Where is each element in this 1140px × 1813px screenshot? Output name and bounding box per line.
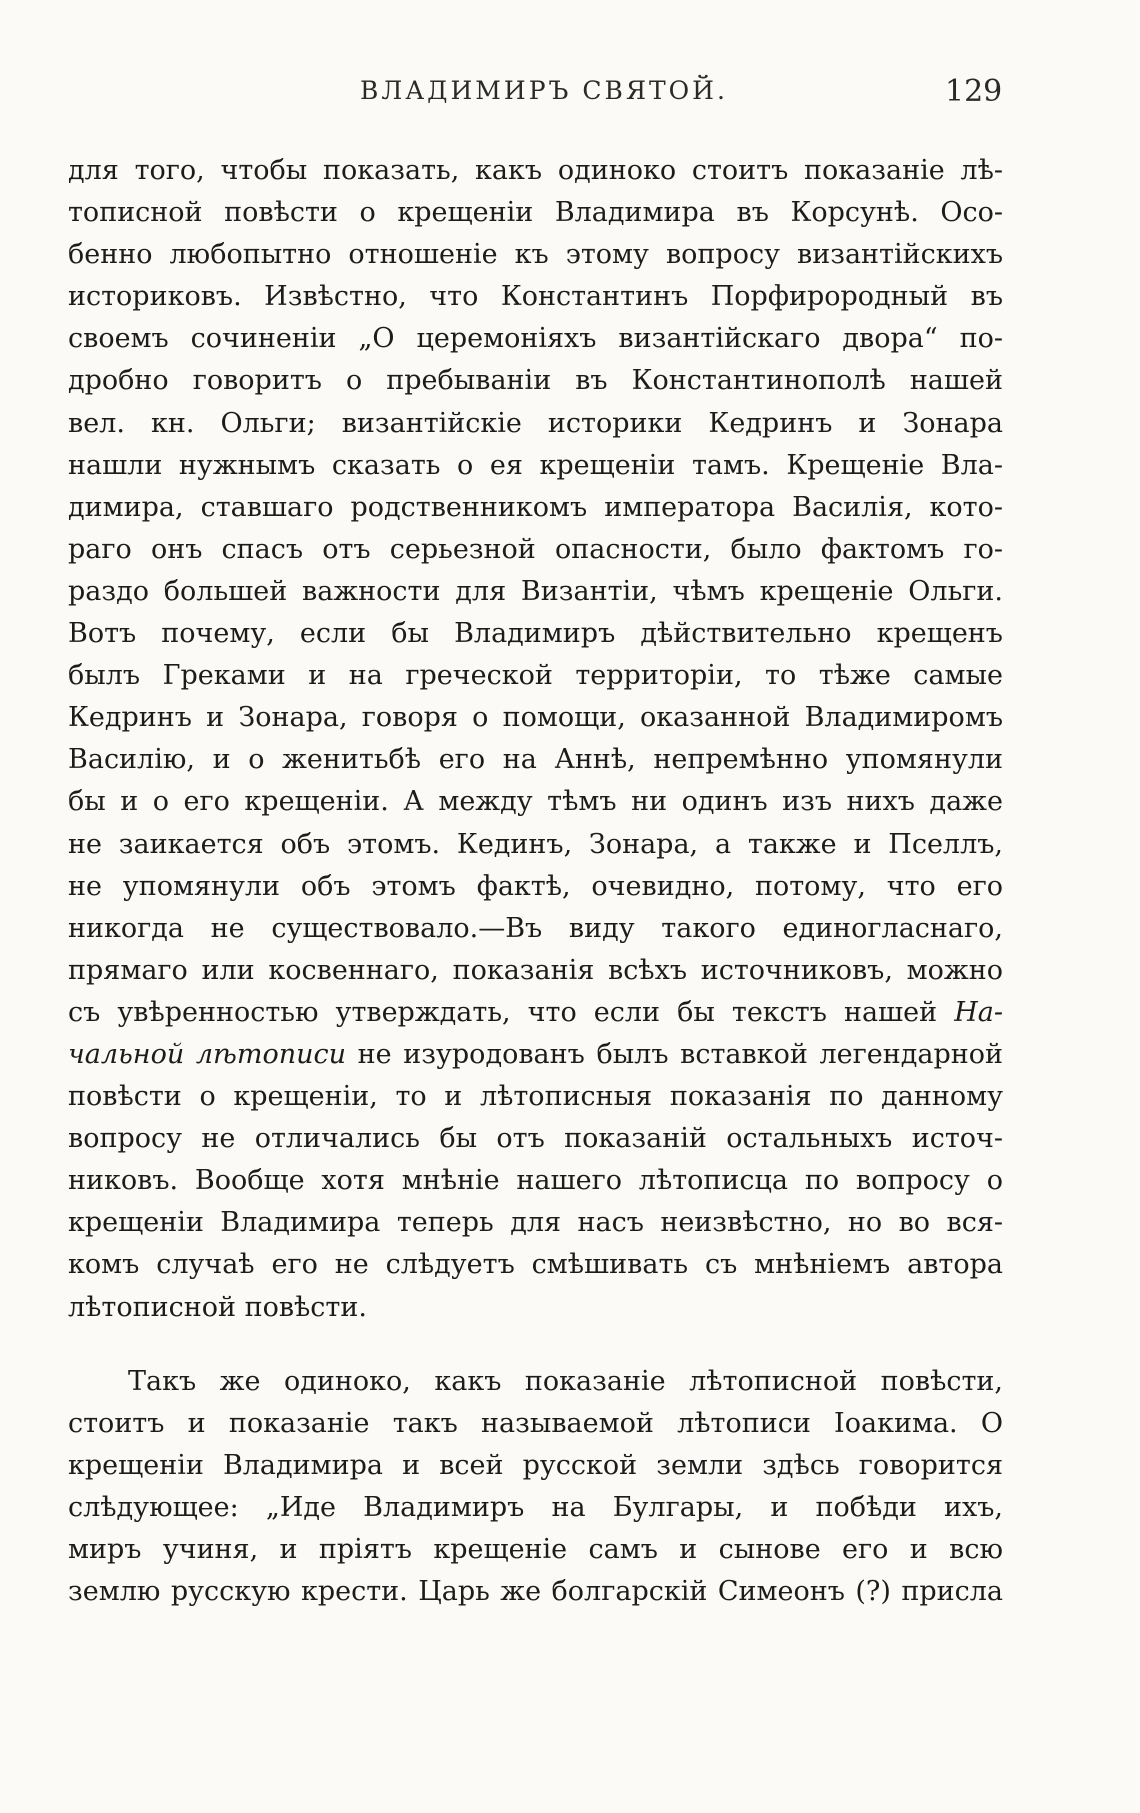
text-line: вопросу не отличались бы отъ показаній остальныхъ источ- xyxy=(68,1123,1003,1155)
text-line: бы и о его крещеніи. А между тѣмъ ни одинъ изъ нихъ даже xyxy=(68,786,1003,818)
text-line xyxy=(68,1034,1003,1076)
text-line: бенно любопытно отношеніе къ этому вопросу византійскихъ xyxy=(68,239,1003,271)
text-line: раго онъ спасъ отъ серьезной опасности, было фактомъ го- xyxy=(68,533,1003,565)
text-line: историковъ. Извѣстно, что Константинъ Порфирородный въ xyxy=(68,281,1003,313)
text-line: никогда не существовало.—Въ виду такого единогласнаго, xyxy=(68,912,1003,944)
text-line: миръ учиня, и пріятъ крещеніе самъ и сынове его и всю xyxy=(68,1534,1003,1565)
text-line: раздо большей важности для Византіи, чѣмъ крещеніе Ольги. xyxy=(68,575,1003,607)
text-line: комъ случаѣ его не слѣдуетъ смѣшивать съ мнѣніемъ автора xyxy=(68,1249,1003,1281)
text-line: землю русскую крести. Царь же болгарскій Симеонъ (?) присла xyxy=(68,1576,1003,1608)
paragraph-2 xyxy=(68,1361,1003,1614)
text-line: повѣсти о крещеніи, то и лѣтописныя показанія по данному xyxy=(68,1081,1003,1113)
text-line: для того, чтобы показать, какъ одиноко стоитъ показаніе лѣ- xyxy=(68,155,1003,186)
italic-title-end: чальной лѣтописи xyxy=(68,1038,347,1070)
text-line: димира, ставшаго родственникомъ императора Василія, кото- xyxy=(68,491,1003,523)
text-line: нашли нужнымъ сказать о ея крещеніи тамъ. Крещеніе Вла- xyxy=(68,449,1003,481)
text-line: былъ Греками и на греческой территоріи, то тѣже самые xyxy=(68,660,1003,692)
text-line xyxy=(68,992,1003,1034)
text-line: тописной повѣсти о крещеніи Владимира въ Корсунѣ. Осо- xyxy=(68,197,1003,229)
paragraph-gap xyxy=(68,1329,1003,1361)
text-line: крещеніи Владимира теперь для насъ неизвѣстно, но во вся- xyxy=(68,1207,1003,1239)
text-line: Такъ же одиноко, какъ показаніе лѣтописной повѣсти, xyxy=(128,1365,1003,1397)
text-line: лѣтописной повѣсти. xyxy=(68,1291,367,1323)
text-line: не упомянули объ этомъ фактѣ, очевидно, потому, что его xyxy=(68,870,1003,902)
text-line: слѣдующее: „Иде Владимиръ на Булгары, и побѣди ихъ, xyxy=(68,1491,1003,1523)
text-segment: съ увѣренностью утверждать, что если бы текстъ нашей xyxy=(68,996,938,1028)
paragraph-1 xyxy=(68,150,1003,1329)
running-title: ВЛАДИМИРЪ СВЯТОЙ. xyxy=(360,76,728,105)
text-line: Василію, и о женитьбѣ его на Аннѣ, непремѣнно упомянули xyxy=(68,744,1003,776)
text-segment: не изуродованъ былъ вставкой легендарной xyxy=(346,1038,1003,1070)
text-line: никовъ. Вообще хотя мнѣніе нашего лѣтописца по вопросу о xyxy=(68,1165,1003,1197)
text-line: прямаго или косвеннаго, показанія всѣхъ источниковъ, можно xyxy=(68,954,1003,986)
text-line: крещеніи Владимира и всей русской земли здѣсь говорится xyxy=(68,1449,1003,1481)
text-line: не заикается объ этомъ. Кединъ, Зонара, а также и Пселлъ, xyxy=(68,828,1003,860)
italic-title-start: На- xyxy=(954,996,1003,1028)
text-line: Вотъ почему, если бы Владимиръ дѣйствительно крещенъ xyxy=(68,618,1003,650)
text-line: своемъ сочиненіи „О церемоніяхъ византійскаго двора“ по- xyxy=(68,323,1003,355)
text-line: вел. кн. Ольги; византійскіе историки Кедринъ и Зонара xyxy=(68,407,1003,439)
text-line: стоитъ и показаніе такъ называемой лѣтописи Іоакима. О xyxy=(68,1407,1003,1439)
page-body xyxy=(68,150,1003,1613)
page-number: 129 xyxy=(945,74,1003,109)
text-line: дробно говоритъ о пребываніи въ Константинополѣ нашей xyxy=(68,365,1003,397)
text-line: Кедринъ и Зонара, говоря о помощи, оказанной Владимиромъ xyxy=(68,702,1003,734)
